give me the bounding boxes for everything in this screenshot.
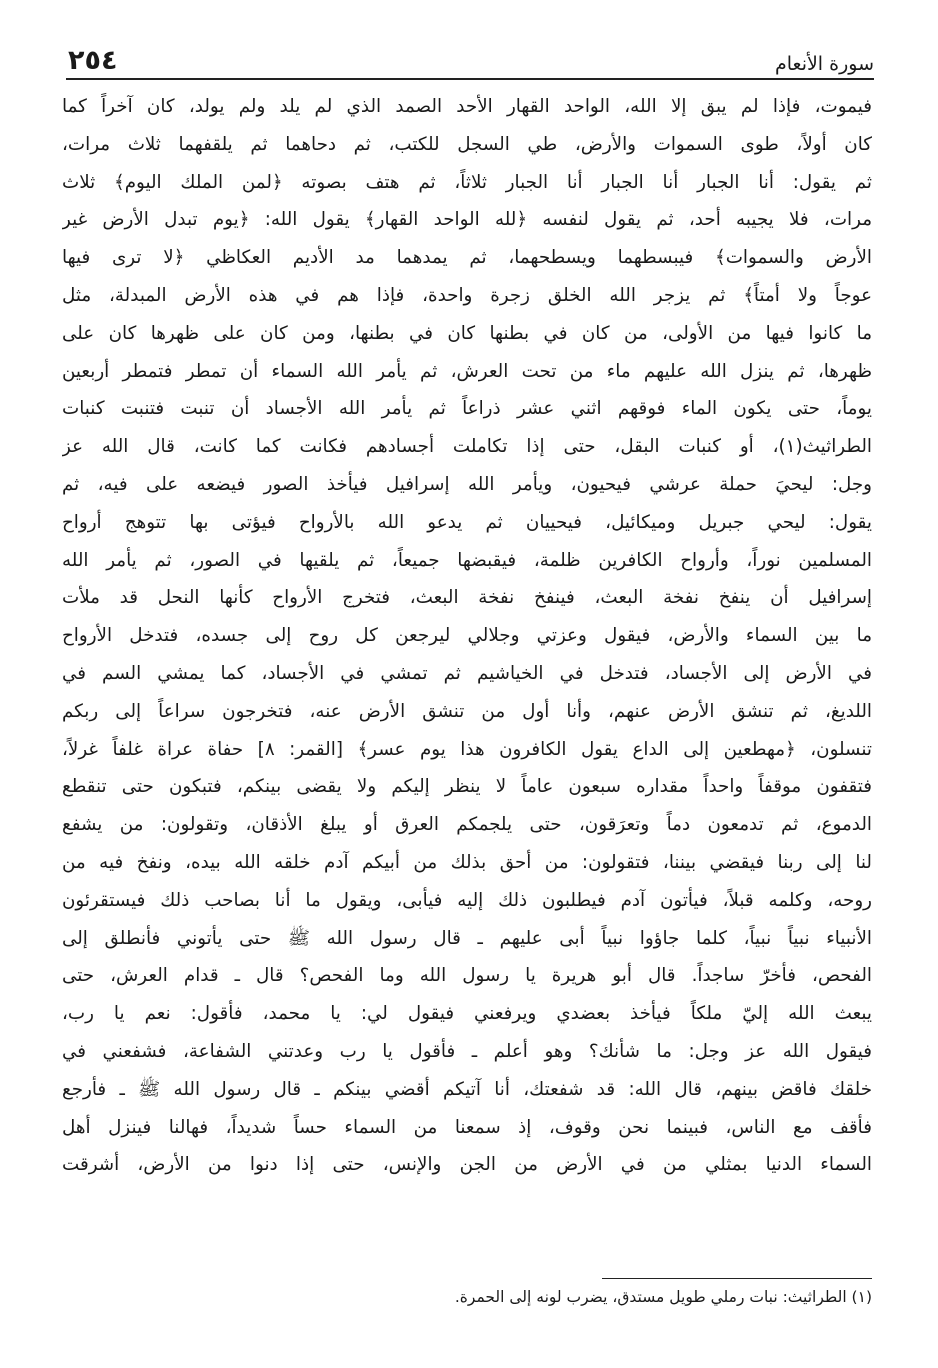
page-header [68,46,874,76]
text-line: ما بين السماء والأرض، فيقول وعزتي وجلالي ليرجعن كل روح إلى جسده، فتدخل الأرواح [62,625,872,647]
text-line: الطراثيث(١)، أو كنبات البقل، حتى إذا تكاملت أجسادهم فكانت كما كانت، قال الله عز [62,436,872,458]
text-line: ظهرها، ثم ينزل الله عليهم ماء من تحت العرش، ثم يأمر الله السماء أن تمطر فتمطر أربعين [62,360,872,382]
page-number: ٢٥٤ [68,45,118,76]
text-line: الأرض والسموات﴾ فيبسطهما ويسطحهما، ثم يمدهما مد الأديم العكاظي ﴿لا ترى فيها [62,247,872,269]
text-line: المسلمين نوراً، وأرواح الكافرين ظلمة، فيقبضها جميعاً، ثم يلقيها في الصور، ثم يأمر الله [62,549,872,571]
text-line: الدموع، ثم تدمعون دماً وتعرَقون، حتى يلجمكم العرق أو يبلغ الأذقان، وتقولون: من يشفع [62,814,872,836]
text-line: ما كانوا فيها من الأولى، من كان في بطنها كان في بطنها، ومن كان على ظهرها كان على [62,322,872,344]
text-line: خلقك فاقض بينهم، قال الله: قد شفعتك، أنا آتيكم أقضي بينكم ـ قال رسول الله ﷺ ـ فأرجع [62,1078,872,1100]
text-line: مرات، فلا يجيبه أحد، ثم يقول لنفسه ﴿لله الواحد القهار﴾ يقول الله: ﴿يوم تبدل الأرض غير [62,209,872,231]
text-line: يقول: ليحي جبريل وميكائيل، فيحييان ثم يدعو الله بالأرواح فيؤتى بها تتوهج أرواح [62,511,872,533]
text-line: لنا إلى ربنا فيقضي بيننا، فتقولون: من أحق بذلك من أبيكم آدم خلقه الله بيده، ونفخ فيه من [62,851,872,873]
text-line: وجل: ليحيَ حملة عرشي فيحيون، ويأمر الله إسرافيل فيأخذ الصور فيضعه على فيه، ثم [62,473,872,495]
text-line: السماء الدنيا بمثلي من في الأرض من الجن والإنس، حتى إذا دنوا من الأرض، أشرقت [62,1154,872,1176]
text-line: الأنبياء نبياً نبياً، كلما جاؤوا نبياً أبى عليهم ـ قال رسول الله ﷺ حتى يأتوني فأنطلق إلى [62,927,872,949]
text-line: يوماً، حتى يكون الماء فوقهم اثني عشر ذراعاً ثم يأمر الله الأجساد أن تنبت فتنبت كنبات [62,398,872,420]
text-line: إسرافيل أن ينفخ نفخة البعث، فينفخ نفخة البعث، فتخرج الأرواح كأنها النحل قد ملأت [62,587,872,609]
main-text [62,88,872,1184]
text-line: ثم يقول: أنا الجبار أنا الجبار أنا الجبار ثلاثاً، ثم هتف بصوته ﴿لمن الملك اليوم﴾ ثلاث [62,171,872,193]
text-line: عوجاً ولا أمتاً﴾ ثم يزجر الله الخلق زجرة واحدة، فإذا هم في هذه الأرض المبدلة، مثل [62,284,872,306]
text-line: كان أولاً، طوى السموات والأرض، طي السجل للكتب، ثم دحاهما ثم يلقفهما ثلاث مرات، [62,133,872,155]
text-line: الفحص، فأخرّ ساجداً. قال أبو هريرة يا رسول الله وما الفحص؟ قال ـ قدام العرش، حتى [62,965,872,987]
text-line: فيقول الله عز وجل: ما شأنك؟ وهو أعلم ـ فأقول يا رب وعدتني الشفاعة، فشفعني في [62,1040,872,1062]
text-line: فتقفون موقفاً واحداً مقداره سبعون عاماً لا ينظر إليكم ولا يقضى بينكم، فتبكون حتى تنقطع [62,776,872,798]
surah-title: سورة الأنعام [774,53,874,75]
text-line: فأقف مع الناس، فبينما نحن وقوف، إذ سمعنا من السماء حساً شديداً، فهالنا فينزل أهل [62,1116,872,1138]
header-rule [66,78,874,80]
text-line: اللديغ، ثم تنشق الأرض عنهم، وأنا أول من تنشق الأرض عنه، فتخرجون سراعاً إلى ربكم [62,700,872,722]
text-line: فيموت، فإذا لم يبق إلا الله، الواحد القهار الأحد الصمد الذي لم يلد ولم يولد، كان آخراً كما [62,96,872,117]
text-line: يبعث الله إليّ ملكاً فيأخذ بعضدي ويرفعني فيقول لي: يا محمد، فأقول: نعم يا رب، [62,1003,872,1025]
text-line: تنسلون، ﴿مهطعين إلى الداع يقول الكافرون هذا يوم عسر﴾ [القمر: ٨] حفاة عراة غلفاً غرلاً، [62,738,872,760]
footnote: (١) الطراثيث: نبات رملي طويل مستدق، يضرب لونه إلى الحمرة. [454,1288,872,1306]
text-line: روحه، وكلمه قبلاً، فيأتون آدم فيطلبون ذلك إليه فيأبى، ويقول ما أنا بصاحب ذلك فيستقرئون [62,889,872,911]
text-line: في الأرض إلى الأجساد، فتدخل في الخياشيم ثم تمشي في الأجساد، كما يمشي السم في [62,662,872,684]
footnote-rule [602,1278,872,1279]
